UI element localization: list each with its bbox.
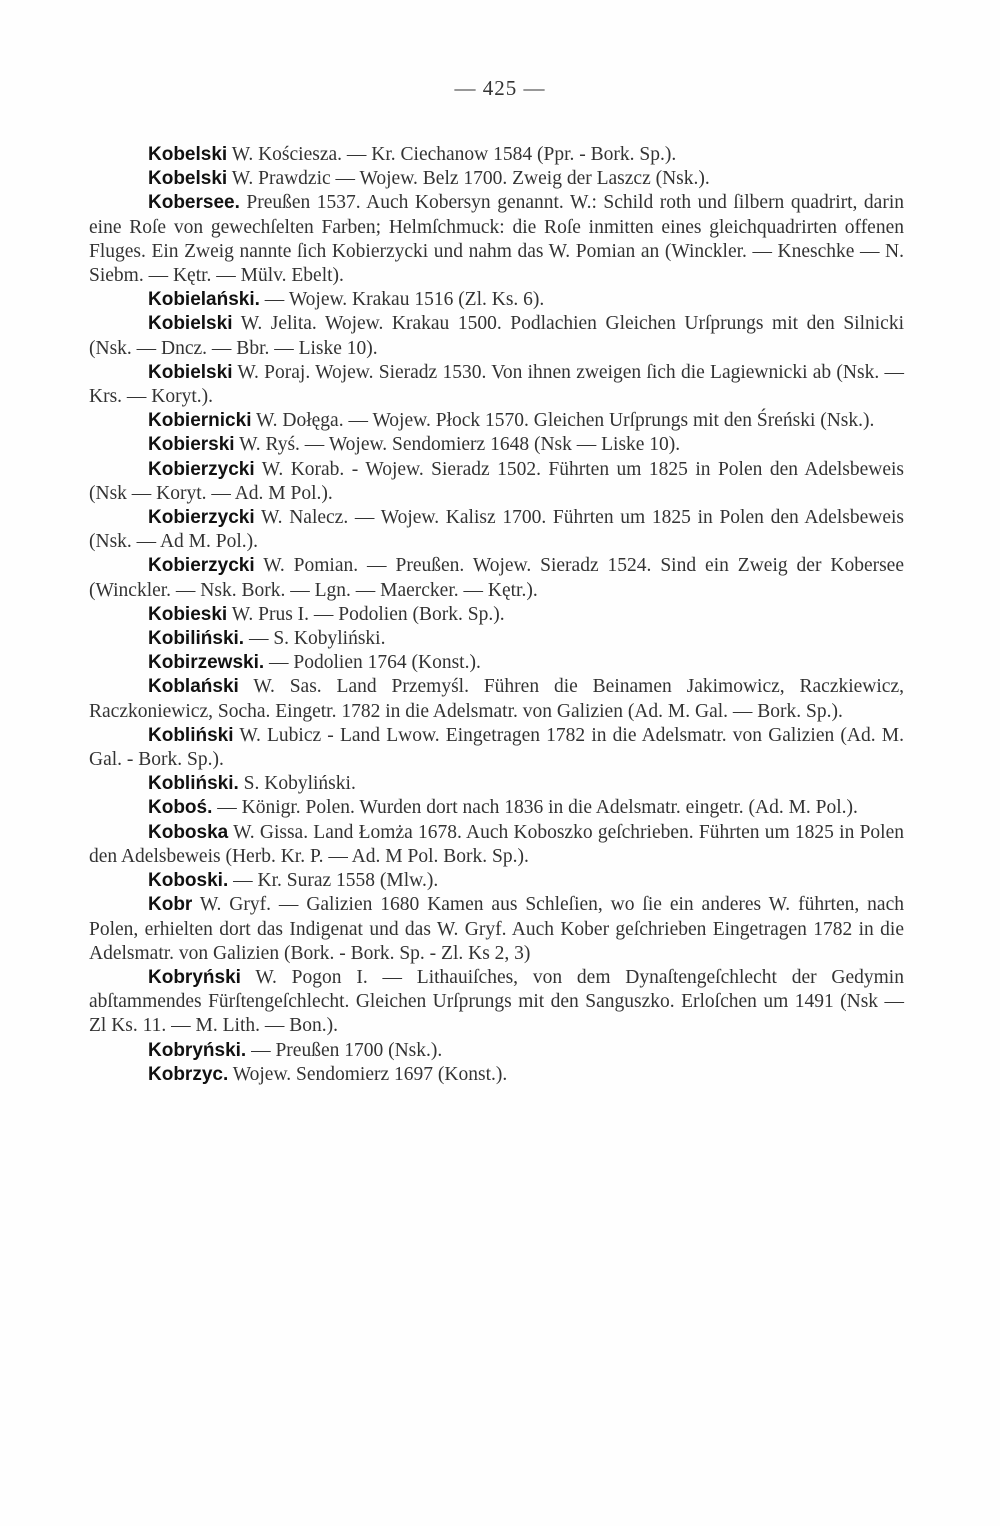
entry bbox=[89, 433, 904, 457]
entry-headword: Kobelski bbox=[148, 168, 228, 190]
entry-headword: Kobryński bbox=[148, 966, 241, 988]
entry bbox=[89, 603, 904, 627]
entry bbox=[89, 651, 904, 675]
entry-text: W. Ryś. — Wojew. Sendomierz 1648 (Nsk — Liske 10). bbox=[239, 434, 681, 456]
entry-text: — Kr. Suraz 1558 (Mlw.). bbox=[233, 870, 439, 892]
entry-headword: Kobieski bbox=[148, 603, 228, 625]
entry bbox=[89, 167, 904, 191]
entry bbox=[89, 458, 904, 506]
entry-text: W. Dołęga. — Wojew. Płock 1570. Gleichen Urſprungs mit den Śreński (Nsk.). bbox=[256, 410, 875, 432]
entry-text: Preußen 1537. Auch Kobersyn genannt. W.: Schild roth und ſilbern quadrirt, darin eine Roſe von gewechſelten Farben; Helmſchmuck: die Roſe inmitten eines gleichquadrirten offenen Fluges. Ein Zweig nannte ſich Kobierzycki und nahm das W. Pomian an (Winckler. — Kneschke — N. Siebm. — Kętr. — Mülv. Ebelt). bbox=[89, 192, 905, 287]
entry bbox=[89, 796, 904, 820]
entry-text: W. Korab. - Wojew. Sieradz 1502. Führten um 1825 in Polen den Adelsbeweis (Nsk — Koryt. — Ad. M Pol.). bbox=[89, 458, 905, 504]
entry bbox=[89, 288, 904, 312]
entry-headword: Koboska bbox=[148, 821, 229, 843]
entry-headword: Kobelski bbox=[148, 144, 228, 165]
entry-text: W. Kościesza. — Kr. Ciechanow 1584 (Ppr. - Bork. Sp.). bbox=[231, 144, 677, 165]
entry-text: W. Lubicz - Land Lwow. Eingetragen 1782 in die Adelsmatr. von Galizien (Ad. M. Gal. - Bork. Sp.). bbox=[89, 724, 904, 771]
entry bbox=[89, 409, 904, 433]
entry-text: W. Gissa. Land Łomża 1678. Auch Koboszko geſchrieben. Führten um 1825 in Polen den Adelsbeweis (Herb. Kr. P. — Ad. M Pol. Bork. Sp.). bbox=[89, 821, 904, 867]
entry bbox=[89, 772, 904, 796]
entry bbox=[89, 893, 904, 966]
entry bbox=[89, 143, 904, 167]
entry bbox=[89, 966, 904, 1039]
entry-headword: Kobielański. bbox=[148, 289, 260, 311]
entry-headword: Kobirzewski. bbox=[148, 652, 265, 674]
entry bbox=[89, 675, 904, 723]
entry-headword: Kobliński bbox=[148, 724, 234, 746]
entry bbox=[89, 191, 904, 288]
entry bbox=[89, 312, 904, 360]
entry-headword: Koboś. bbox=[148, 797, 213, 819]
entry bbox=[89, 361, 904, 409]
entry-headword: Kobierski bbox=[148, 434, 235, 456]
entry-text: W. Jelita. Wojew. Krakau 1500. Podlachien Gleichen Urſprungs mit den Silnicki (Nsk. — Dncz. — Bbr. — Liske 10). bbox=[89, 313, 905, 359]
entry-text: — Königr. Polen. Wurden dort nach 1836 in die Adelsmatr. eingetr. (Ad. M. Pol.). bbox=[217, 797, 858, 819]
entry-text: W. Pomian. — Preußen. Wojew. Sieradz 1524. Sind ein Zweig der Kobersee (Winckler. — Nsk. Bork. — Lgn. — Maercker. — Kętr.). bbox=[89, 555, 904, 601]
entry-text: W. Gryf. — Galizien 1680 Kamen aus Schleſien, wo ſie ein anderes W. führten, nach Polen, erhielten dort das Indigenat und das W. Gryf. Auch Kober geſchrieben Eingetragen 1782 in die Adelsmatr. von Galizien (Bork. - Bork. Sp. - Zl. Ks 2, 3) bbox=[89, 894, 904, 964]
entry-text: W. Sas. Land Przemyśl. Führen die Beinamen Jakimowicz, Raczkiewicz, Raczkoniewicz, Socha. Eingetr. 1782 in die Adelsmatr. von Galizien (Ad. M. Gal. — Bork. Sp.). bbox=[89, 676, 904, 722]
entry-headword: Kobersee. bbox=[148, 192, 240, 214]
entry bbox=[89, 627, 904, 651]
entry-text: W. Prawdzic — Wojew. Belz 1700. Zweig der Laszcz (Nsk.). bbox=[231, 168, 710, 190]
entry bbox=[89, 724, 904, 772]
entry bbox=[89, 821, 904, 869]
entry-text: — Preußen 1700 (Nsk.). bbox=[251, 1039, 443, 1061]
entry-headword: Kobierzycki bbox=[148, 555, 255, 577]
entry-text: S. Kobyliński. bbox=[243, 773, 356, 795]
entry-headword: Kobielski bbox=[148, 313, 233, 335]
entry-headword: Kobierzycki bbox=[148, 458, 255, 480]
entry bbox=[89, 869, 904, 893]
entry-text: — Wojew. Krakau 1516 (Zl. Ks. 6). bbox=[264, 289, 545, 311]
entry-headword: Koboski. bbox=[148, 870, 229, 892]
entry-text: W. Prus I. — Podolien (Bork. Sp.). bbox=[231, 603, 505, 625]
entry-text: Wojew. Sendomierz 1697 (Konst.). bbox=[232, 1063, 508, 1085]
entry-headword: Kobliński. bbox=[148, 773, 239, 795]
entry bbox=[89, 1063, 904, 1087]
entry-headword: Kobryński. bbox=[148, 1039, 247, 1061]
entry-headword: Kobr bbox=[148, 894, 193, 916]
entry bbox=[89, 506, 904, 554]
entry-headword: Koblański bbox=[148, 676, 239, 698]
entry-text: W. Pogon I. — Lithauiſches, von dem Dynaſtengeſchlecht der Gedymin abſtammendes Fürſtengeſchlecht. Gleichen Urſprungs mit den Sanguszko. Erloſchen um 1491 (Nsk — Zl Ks. 11. — M. Lith. — Bon.). bbox=[89, 966, 904, 1037]
page-number: — 425 — bbox=[454, 76, 546, 100]
entry-headword: Kobielski bbox=[148, 361, 233, 383]
entry-text: W. Poraj. Wojew. Sieradz 1530. Von ihnen zweigen ſich die Lagiewnicki ab (Nsk. — Krs. — Koryt.). bbox=[89, 361, 904, 408]
entry-text: — S. Kobyliński. bbox=[248, 628, 386, 650]
entry-list bbox=[89, 143, 904, 1087]
entry bbox=[89, 1039, 904, 1063]
entry-headword: Kobrzyc. bbox=[148, 1063, 229, 1085]
entry bbox=[89, 554, 904, 602]
entry-text: W. Nalecz. — Wojew. Kalisz 1700. Führten um 1825 in Polen den Adelsbeweis (Nsk. — Ad M. Pol.). bbox=[89, 507, 904, 553]
entry-text: — Podolien 1764 (Konst.). bbox=[269, 652, 481, 674]
entry-headword: Kobierzycki bbox=[148, 507, 255, 529]
entry-headword: Kobiernicki bbox=[148, 410, 252, 432]
entry-headword: Kobiliński. bbox=[148, 628, 245, 650]
